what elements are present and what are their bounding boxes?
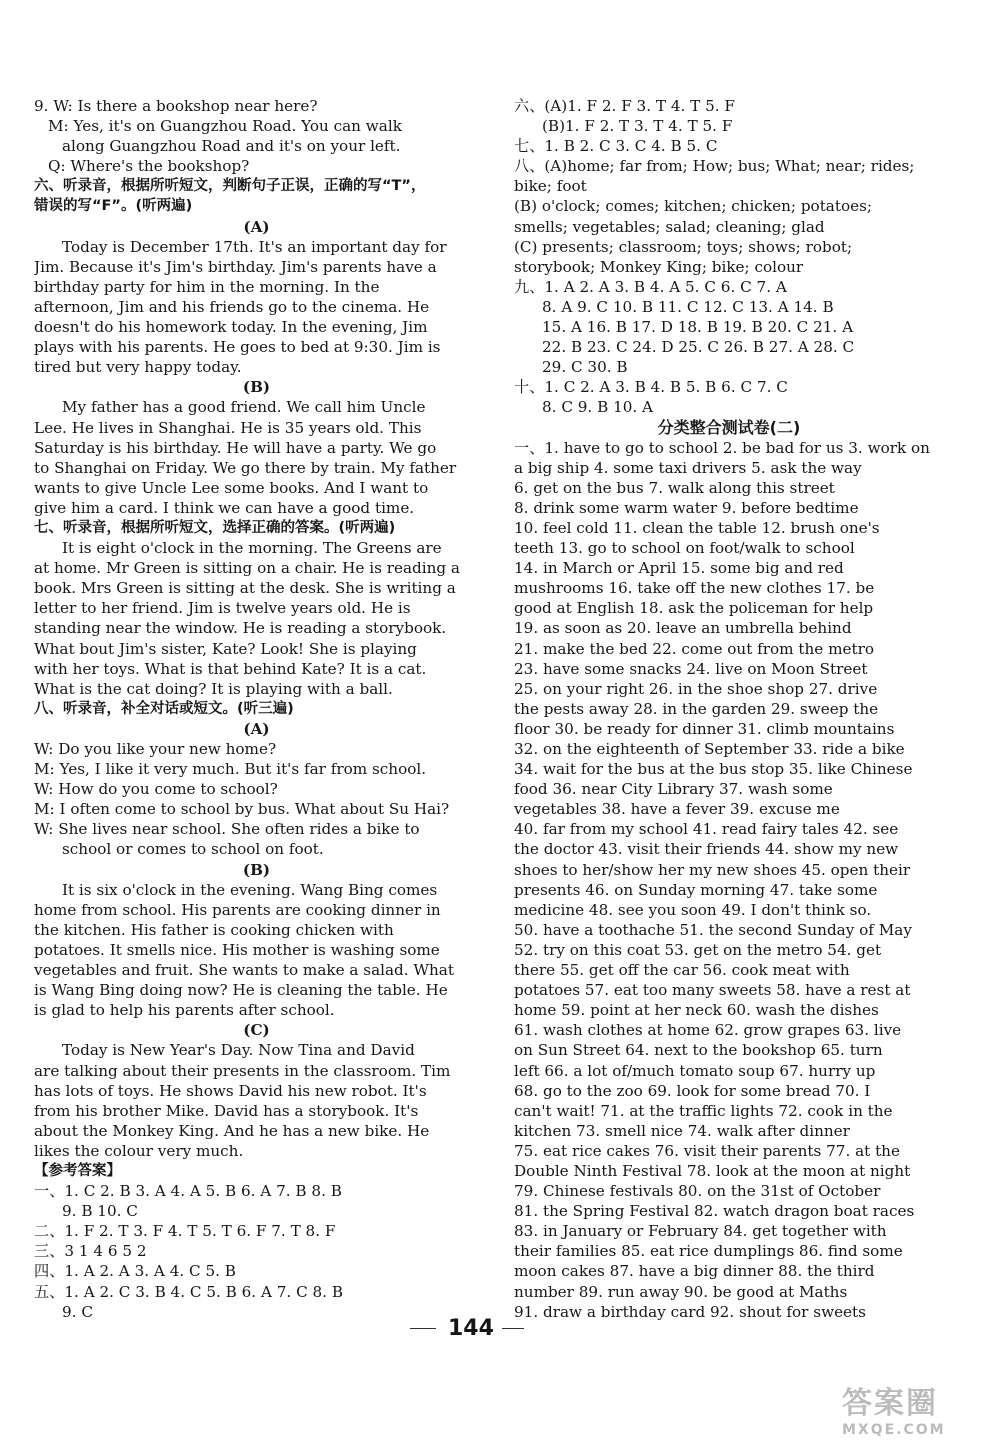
right-column-line: (B) o'clock; comes; kitchen; chicken; potatoes; — [514, 197, 872, 216]
right-column-line: 22. B 23. C 24. D 25. C 26. B 27. A 28. C — [542, 338, 855, 357]
right-column-line: shoes to her/show her my new shoes 45. open their — [514, 860, 911, 879]
right-column-line: 23. have some snacks 24. live on Moon Street — [514, 659, 868, 678]
right-column-line: 34. wait for the bus at the bus stop 35. like Chinese — [514, 760, 913, 779]
left-column-line: along Guangzhou Road and it's on your left. — [62, 137, 401, 156]
left-column-line: potatoes. It smells nice. His mother is washing some — [34, 940, 440, 959]
left-column-line: 9. B 10. C — [62, 1202, 138, 1221]
left-column-line: 五、1. A 2. C 3. B 4. C 5. B 6. A 7. C 8. B — [34, 1282, 343, 1301]
right-column-line: food 36. near City Library 37. wash some — [514, 780, 833, 799]
left-column-line: Today is December 17th. It's an important day for — [62, 237, 447, 256]
left-column-line: (A) — [243, 719, 270, 738]
left-column-line: 9. W: Is there a bookshop near here? — [34, 97, 318, 115]
watermark-logo — [842, 1378, 972, 1436]
page-number-dash-right — [502, 1328, 524, 1329]
left-column-line: What is the cat doing? It is playing with a ball. — [34, 679, 393, 698]
left-column-line: from his brother Mike. David has a storybook. It's — [34, 1101, 419, 1120]
left-column-line: about the Monkey King. And he has a new bike. He — [34, 1121, 430, 1140]
right-column — [514, 96, 944, 1322]
right-column-line: 83. in January or February 84. get together with — [514, 1222, 887, 1241]
left-column-line: 四、1. A 2. A 3. A 4. C 5. B — [34, 1262, 236, 1281]
right-column-line: teeth 13. go to school on foot/walk to school — [514, 539, 855, 558]
right-column-line: 50. have a toothache 51. the second Sunday of May — [514, 920, 912, 939]
left-column-line: W: She lives near school. She often rides a bike to — [34, 820, 420, 839]
left-column-line: 错误的写“F”。(听两遍) — [34, 198, 193, 215]
right-column-line: 分类整合测试卷(二) — [657, 417, 801, 437]
left-column-line: 一、1. C 2. B 3. A 4. A 5. B 6. A 7. B 8. B — [34, 1182, 342, 1201]
left-column-line: W: How do you come to school? — [34, 780, 278, 799]
right-column-line: storybook; Monkey King; bike; colour — [514, 257, 804, 276]
left-column-line: 八、听录音，补全对话或短文。(听三遍) — [34, 700, 294, 717]
right-column-line: 19. as soon as 20. leave an umbrella behind — [514, 619, 852, 638]
left-column-line: 三、3 1 4 6 5 2 — [34, 1242, 147, 1261]
left-column-line: standing near the window. He is reading a storybook. — [34, 619, 447, 638]
left-column-line: 七、听录音，根据所听短文，选择正确的答案。(听两遍) — [34, 519, 396, 536]
right-column-line: the doctor 43. visit their friends 44. show my new — [514, 840, 899, 859]
left-column-line: school or comes to school on foot. — [62, 840, 324, 859]
page-number-dash-left — [410, 1328, 436, 1329]
left-column-line: My father has a good friend. We call him Uncle — [62, 398, 426, 417]
right-column-line: 52. try on this coat 53. get on the metro 54. get — [514, 940, 882, 959]
right-column-line: 29. C 30. B — [542, 358, 628, 377]
left-column-line: 六、听录音，根据所听短文，判断句子正误，正确的写“T”， — [34, 178, 426, 195]
right-column-line: 14. in March or April 15. some big and red — [514, 559, 844, 578]
left-column-line: home from school. His parents are cooking dinner in — [34, 900, 441, 919]
right-column-line: presents 46. on Sunday morning 47. take some — [514, 880, 878, 899]
right-column-line: 十、1. C 2. A 3. B 4. B 5. B 6. C 7. C — [514, 378, 788, 397]
left-column-line: (B) — [242, 860, 271, 879]
right-column-line: mushrooms 16. take off the new clothes 17. be — [514, 579, 875, 598]
right-column-line: 8. drink some warm water 9. before bedtime — [514, 498, 859, 517]
left-column-line: M: Yes, I like it very much. But it's far from school. — [34, 760, 427, 779]
right-column-line: kitchen 73. smell nice 74. walk after dinner — [514, 1121, 850, 1140]
left-column-line: with her toys. What is that behind Kate? It is a cat. — [34, 659, 427, 678]
right-column-line: 32. on the eighteenth of September 33. ride a bike — [514, 740, 905, 758]
left-column-line: to Shanghai on Friday. We go there by train. My father — [34, 458, 457, 477]
right-column-line: bike; foot — [514, 177, 587, 196]
right-column-line: 21. make the bed 22. come out from the metro — [514, 639, 874, 658]
left-column-line: What bout Jim's sister, Kate? Look! She is playing — [34, 639, 417, 658]
right-column-line: floor 30. be ready for dinner 31. climb mountains — [514, 719, 895, 738]
right-column-line: 六、(A)1. F 2. F 3. T 4. T 5. F — [514, 97, 735, 115]
left-column-line: give him a card. I think we can have a good time. — [34, 498, 415, 517]
left-column-line: at home. Mr Green is sitting on a chair. He is reading a — [34, 559, 460, 578]
left-column-line: tired but very happy today. — [34, 358, 242, 377]
left-column-line: has lots of toys. He shows David his new robot. It's — [34, 1081, 427, 1100]
right-column-line: a big ship 4. some taxi drivers 5. ask the way — [514, 458, 862, 477]
left-column-line: It is six o'clock in the evening. Wang Bing comes — [62, 880, 438, 899]
left-column-line: (A) — [243, 217, 270, 236]
left-column-line: letter to her friend. Jim is twelve years old. He is — [34, 599, 411, 618]
watermark-top: 答案圈 — [842, 1386, 938, 1421]
watermark-bottom: MXQE.COM — [842, 1422, 946, 1438]
left-column — [34, 96, 479, 1322]
right-column-line: 79. Chinese festivals 80. on the 31st of October — [514, 1182, 881, 1201]
left-column-line: plays with his parents. He goes to bed at 9:30. Jim is — [34, 338, 441, 357]
left-column-line: 9. C — [62, 1302, 93, 1321]
right-column-line: number 89. run away 90. be good at Maths — [514, 1282, 848, 1301]
left-column-line: book. Mrs Green is sitting at the desk. She is writing a — [34, 579, 456, 598]
left-column-line: vegetables and fruit. She wants to make a salad. What — [34, 961, 454, 980]
left-column-line: is Wang Bing doing now? He is cleaning the table. He — [34, 981, 448, 1000]
right-column-line: 8. A 9. C 10. B 11. C 12. C 13. A 14. B — [542, 297, 834, 316]
right-column-line: 6. get on the bus 7. walk along this street — [514, 478, 835, 497]
left-column-line: likes the colour very much. — [34, 1141, 244, 1160]
left-column-line: It is eight o'clock in the morning. The Greens are — [62, 539, 442, 558]
right-column-line: the pests away 28. in the garden 29. sweep the — [514, 699, 879, 718]
right-column-line: (B)1. F 2. T 3. T 4. T 5. F — [542, 117, 733, 136]
left-column-line: Q: Where's the bookshop? — [48, 157, 250, 176]
left-column-line: W: Do you like your new home? — [34, 740, 277, 758]
right-column-line: 25. on your right 26. in the shoe shop 27. drive — [514, 679, 878, 698]
right-column-line: 八、(A)home; far from; How; bus; What; near; rides; — [514, 157, 915, 176]
left-column-line: (C) — [243, 1021, 270, 1040]
right-column-line: there 55. get off the car 56. cook meat with — [514, 961, 850, 980]
right-column-line: Double Ninth Festival 78. look at the moon at night — [514, 1161, 911, 1180]
page-number: 144 — [448, 1316, 494, 1341]
right-column-line: medicine 48. see you soon 49. I don't think so. — [514, 900, 872, 919]
right-column-line: smells; vegetables; salad; cleaning; glad — [514, 217, 825, 236]
right-column-line: moon cakes 87. have a big dinner 88. the third — [514, 1262, 875, 1281]
right-column-line: 九、1. A 2. A 3. B 4. A 5. C 6. C 7. A — [514, 277, 787, 296]
left-column-line: M: I often come to school by bus. What about Su Hai? — [34, 800, 450, 819]
right-column-line: 61. wash clothes at home 62. grow grapes 63. live — [514, 1021, 902, 1040]
left-column-line: are talking about their presents in the classroom. Tim — [34, 1061, 451, 1080]
right-column-line: 68. go to the zoo 69. look for some bread 70. I — [514, 1081, 871, 1100]
left-column-line: wants to give Uncle Lee some books. And I want to — [34, 478, 429, 497]
right-column-line: their families 85. eat rice dumplings 86. find some — [514, 1242, 903, 1261]
right-column-line: vegetables 38. have a fever 39. excuse me — [514, 800, 840, 819]
right-column-line: left 66. a lot of/much tomato soup 67. hurry up — [514, 1061, 876, 1080]
right-column-line: 81. the Spring Festival 82. watch dragon boat races — [514, 1202, 915, 1221]
left-column-line: Today is New Year's Day. Now Tina and David — [62, 1041, 415, 1060]
left-column-line: 二、1. F 2. T 3. F 4. T 5. T 6. F 7. T 8. F — [34, 1222, 336, 1241]
right-column-line: 一、1. have to go to school 2. be bad for us 3. work on — [514, 438, 930, 457]
left-column-line: 【参考答案】 — [34, 1162, 121, 1179]
left-column-line: doesn't do his homework today. In the evening, Jim — [34, 318, 428, 337]
left-column-line: M: Yes, it's on Guangzhou Road. You can walk — [48, 117, 402, 136]
right-column-line: 七、1. B 2. C 3. C 4. B 5. C — [514, 137, 718, 156]
right-column-line: 91. draw a birthday card 92. shout for sweets — [514, 1302, 866, 1321]
right-column-line: 10. feel cold 11. clean the table 12. brush one's — [514, 518, 880, 537]
right-column-line: 40. far from my school 41. read fairy tales 42. see — [514, 820, 899, 839]
right-column-line: 8. C 9. B 10. A — [542, 398, 654, 417]
left-column-line: Jim. Because it's Jim's birthday. Jim's parents have a — [34, 257, 437, 276]
right-column-line: potatoes 57. eat too many sweets 58. have a rest at — [514, 981, 911, 1000]
left-column-line: afternoon, Jim and his friends go to the cinema. He — [34, 297, 430, 316]
right-column-line: good at English 18. ask the policeman for help — [514, 599, 874, 618]
right-column-line: 75. eat rice cakes 76. visit their parents 77. at the — [514, 1141, 900, 1160]
right-column-line: 15. A 16. B 17. D 18. B 19. B 20. C 21. A — [542, 318, 854, 337]
right-column-line: (C) presents; classroom; toys; shows; robot; — [514, 237, 853, 256]
left-column-line: Saturday is his birthday. He will have a party. We go — [34, 438, 437, 457]
left-column-line: the kitchen. His father is cooking chicken with — [34, 920, 394, 939]
left-column-line: (B) — [242, 378, 271, 397]
right-column-line: home 59. point at her neck 60. wash the dishes — [514, 1001, 879, 1020]
right-column-line: can't wait! 71. at the traffic lights 72. cook in the — [514, 1101, 893, 1120]
left-column-line: birthday party for him in the morning. In the — [34, 277, 380, 296]
right-column-line: on Sun Street 64. next to the bookshop 65. turn — [514, 1041, 883, 1060]
left-column-line: Lee. He lives in Shanghai. He is 35 years old. This — [34, 418, 422, 437]
left-column-line: is glad to help his parents after school. — [34, 1001, 335, 1020]
